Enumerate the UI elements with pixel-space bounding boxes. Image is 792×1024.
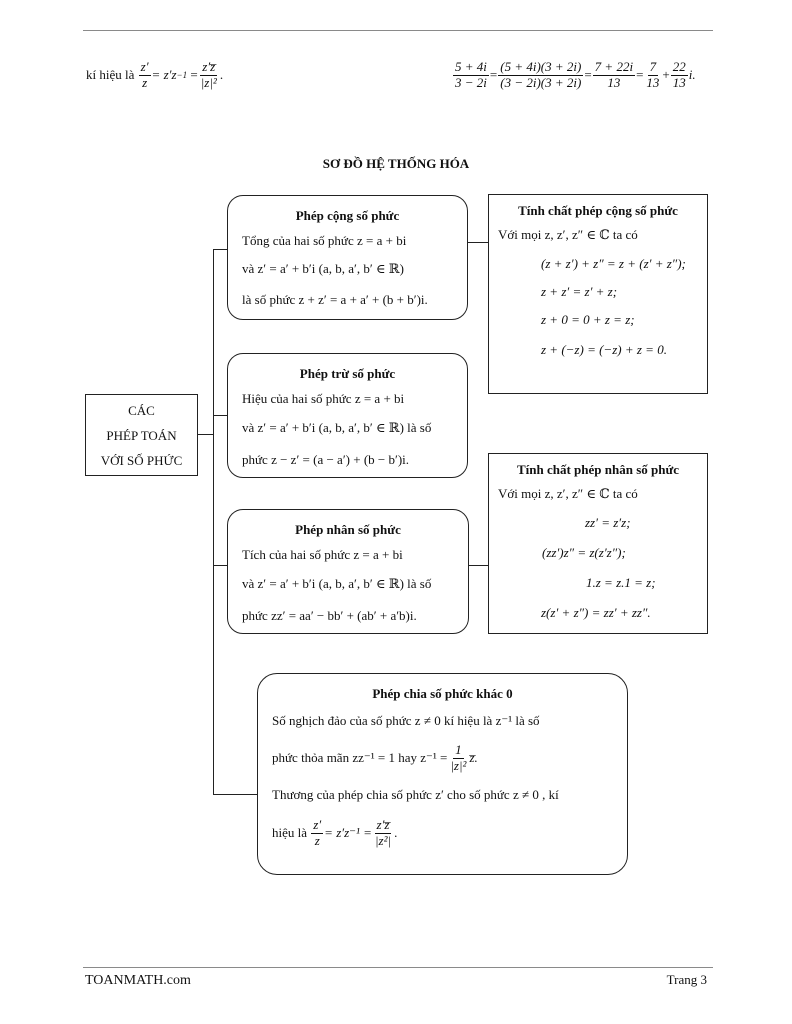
top-left-eq: = [190, 67, 198, 82]
frac-one-over-modulus-squared [448, 743, 468, 774]
addition-property: z + 0 = 0 + z = z; [541, 312, 635, 327]
top-left-end: . [219, 67, 224, 82]
addition-box [227, 195, 468, 320]
addition-properties-box [488, 194, 708, 394]
multiplication-box [227, 509, 469, 634]
frac-denominator: |z|² [450, 757, 467, 773]
connector-add [213, 249, 227, 250]
center-box-line: PHÉP TOÁN [106, 428, 177, 443]
multiplication-box-line: Tích của hai số phức z = a + bi [242, 547, 403, 562]
frac-denominator: (3 − 2i)(3 + 2i) [500, 74, 582, 90]
division-line4-pre: hiệu là [272, 825, 308, 840]
subtraction-box-line: phức z − z′ = (a − a′) + (b − b′)i. [242, 452, 410, 467]
subtraction-box-line: Hiệu của hai số phức z = a + bi [242, 391, 405, 406]
multiplication-property: (zz′)z″ = z(z′z″); [542, 545, 626, 560]
frac-denominator: 13 [607, 74, 621, 90]
frac-denominator: z [314, 832, 320, 848]
multiplication-box-title: Phép nhân số phức [295, 522, 401, 537]
connector-trunk [213, 249, 214, 794]
frac-denominator: |z|² [200, 74, 217, 90]
center-box [85, 394, 198, 476]
division-line2-pre: phức thỏa mãn zz⁻¹ = 1 hay z⁻¹ = [272, 750, 448, 765]
addition-property: (z + z′) + z″ = z + (z′ + z″); [541, 256, 686, 271]
frac-3 [593, 60, 635, 91]
addition-box-line: là số phức z + z′ = a + a′ + (b + b′)i. [242, 292, 428, 307]
frac-denominator: 3 − 2i [455, 74, 487, 90]
division-box-line [272, 738, 627, 778]
frac-numerator: 1 [455, 741, 462, 757]
frac-numerator: z′ [313, 816, 322, 832]
connector-sub [213, 415, 227, 416]
addition-property: z + (−z) = (−z) + z = 0. [541, 342, 667, 357]
footer-rule [83, 967, 713, 968]
multiplication-properties-title: Tính chất phép nhân số phức [516, 462, 680, 477]
frac-numerator: 5 + 4i [455, 58, 487, 74]
top-left-prefix: kí hiệu là [86, 67, 135, 82]
addition-box-line: và z′ = a′ + b′i (a, b, a′, b′ ∈ ℝ) [242, 261, 404, 276]
frac-denominator: |z²| [374, 832, 392, 848]
multiplication-properties-intro: Với mọi z, z′, z″ ∈ ℂ ta có [498, 486, 638, 501]
page-heading: SƠ ĐỒ HỆ THỐNG HÓA [322, 156, 470, 171]
center-box-line: VỚI SỐ PHỨC [100, 453, 183, 468]
frac-numerator: 7 [649, 58, 657, 74]
top-left-sup: −1 [176, 70, 188, 80]
frac-zprime-zbar-over-modulus [373, 818, 393, 849]
frac-4 [644, 60, 661, 91]
footer-page-number: Trang 3 [666, 972, 707, 987]
center-box-line: CÁC [128, 403, 155, 418]
division-line4-post: . [394, 825, 398, 840]
top-left-mid: = z′z [151, 67, 177, 82]
frac-denominator: 13 [672, 74, 686, 90]
multiplication-property: z(z′ + z″) = zz′ + zz″. [541, 605, 651, 620]
frac-denominator: 13 [646, 74, 660, 90]
header-rule [83, 30, 713, 31]
addition-box-title: Phép cộng số phức [295, 208, 400, 223]
multiplication-box-line: và z′ = a′ + b′i (a, b, a′, b′ ∈ ℝ) là số [242, 576, 432, 591]
subtraction-box-title: Phép trừ số phức [299, 366, 396, 381]
frac-zprime-zbar-over-modulus [199, 60, 219, 91]
frac-numerator: (5 + 4i)(3 + 2i) [500, 58, 582, 74]
addition-properties-intro: Với mọi z, z′, z″ ∈ ℂ ta có [498, 227, 638, 242]
frac-1 [453, 60, 489, 91]
multiplication-box-line: phức zz′ = aa′ − bb′ + (ab′ + a′b)i. [242, 608, 417, 623]
frac-numerator: 22 [672, 58, 686, 74]
frac-5 [671, 60, 688, 91]
division-box-line: Số nghịch đảo của số phức z ≠ 0 kí hiệu là z⁻¹ là số [272, 713, 540, 728]
connector-div [213, 794, 257, 795]
frac-z-prime-over-z [139, 60, 151, 91]
division-line4-mid: = z′z⁻¹ = [324, 825, 372, 840]
frac-numerator: 7 + 22i [594, 58, 634, 74]
frac-2 [498, 60, 583, 91]
addition-property: z + z′ = z′ + z; [541, 284, 618, 299]
connector-center [198, 434, 213, 435]
multiplication-property: 1.z = z.1 = z; [586, 575, 656, 590]
top-right-end: i. [688, 67, 696, 82]
subtraction-box [227, 353, 468, 478]
frac-zprime-over-z [311, 818, 323, 849]
top-right-formula: $\frac{5 + 4i}{3 - 2i}$ = $\frac{(5 + 4i)(3 + 2i)}{(3 - 2i)(3 + 2i)}$ = $\frac{7 + 22i}{13}$ = $\frac{7}{13}$ + $\frac{22}{13}$ i. [455, 58, 696, 90]
frac-numerator: z′ [140, 58, 149, 74]
footer-brand: TOANMATH.com [85, 973, 191, 988]
addition-box-line: Tổng của hai số phức z = a + bi [242, 233, 407, 248]
multiplication-properties-box [488, 453, 708, 634]
division-box-title: Phép chia số phức khác 0 [372, 686, 513, 701]
frac-numerator: z′z̅ [202, 58, 216, 74]
top-left-formula [86, 52, 223, 98]
frac-numerator: z′z̅ [376, 816, 390, 832]
connector-add-props [468, 242, 488, 243]
connector-mul [213, 565, 227, 566]
division-box-line: Thương của phép chia số phức z′ cho số phức z ≠ 0 , kí [272, 787, 559, 802]
addition-properties-title: Tính chất phép cộng số phức [518, 203, 678, 218]
division-box [257, 673, 628, 875]
frac-denominator: z [142, 74, 148, 90]
division-box-line [272, 812, 627, 854]
subtraction-box-line: và z′ = a′ + b′i (a, b, a′, b′ ∈ ℝ) là số [242, 420, 432, 435]
connector-mul-props [469, 565, 488, 566]
multiplication-property: zz′ = z′z; [585, 515, 631, 530]
division-line2-post: z̅. [469, 750, 478, 765]
